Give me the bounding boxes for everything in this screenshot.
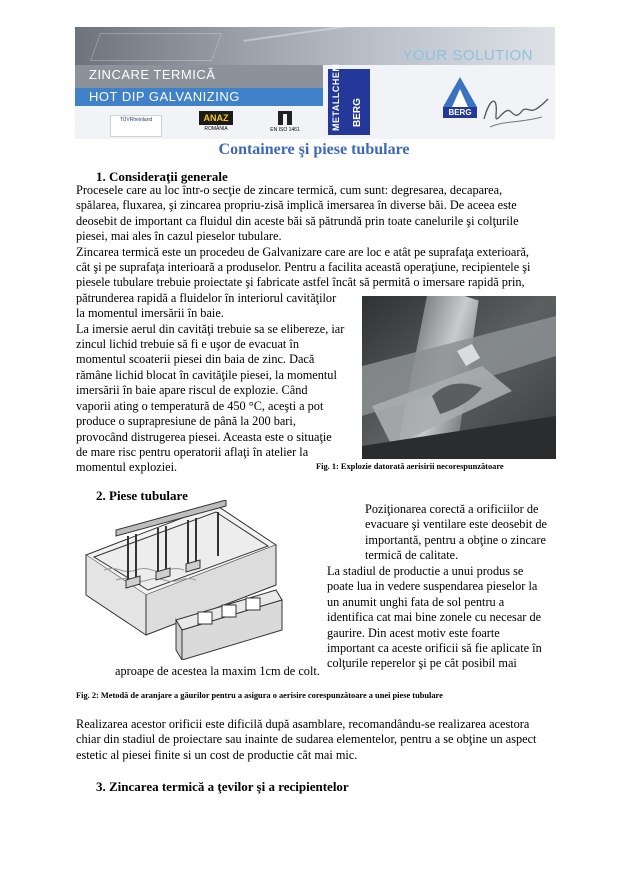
page-title: Containere şi piese tubulare <box>218 141 410 158</box>
your-solution-text: YOUR SOLUTION <box>402 47 533 64</box>
section-2-heading: 2. Piese tubulare <box>96 488 188 503</box>
section-2-middle-text <box>327 564 567 672</box>
text-line: chiar din stadiul de proiectare sau inainte de sudarea elementelor, pentru a se obţine un aspect <box>76 732 537 747</box>
text-line: zincul lichid trebuie să fi e uşor de evacuat în <box>76 337 299 352</box>
text-line: Procesele care au loc într-o secţie de zincare termică, cum sunt: degresarea, decaparea, <box>76 183 503 197</box>
fig-2-tubular-part-diagram <box>76 500 286 660</box>
fig-2-caption: Fig. 2: Metodă de aranjare a găurilor pentru a asigura o aerisire corespunzătoare a unei piese tubulare <box>76 691 443 700</box>
text-line: spălarea, fluxarea, şi zincarea propriu-zisă implică imersarea în diverse băi. De aceea este <box>76 198 517 213</box>
text-line: Poziţionarea corectă a orificiilor de <box>365 502 539 516</box>
berg-logo: BERG <box>443 77 477 119</box>
text-line: poate lua in vedere suspendarea pieselor la <box>327 579 538 594</box>
signature-icon <box>480 89 550 134</box>
text-line: Realizarea acestor orificii este dificilă după asamblare, recomandându-se realizarea acestora <box>76 717 530 731</box>
text-line: rămâne lichid blocat în cavităţile piesei, la momentul <box>76 367 337 382</box>
section-1-heading: 1. Consideraţii generale <box>96 169 228 184</box>
text-line: termică de calitate. <box>365 548 459 563</box>
section-2-paragraph <box>76 717 566 763</box>
berg-vertical-logo: BERG <box>346 69 370 135</box>
text-line: la momentul imersării în baie. <box>76 306 224 321</box>
text-line: momentul exploziei. <box>76 460 178 475</box>
metallchem-logo: METALLCHEM <box>328 69 346 135</box>
text-line: cât şi pe suprafaţa interioară a produselor. Pentru a facilita această operaţiune, recipientele şi <box>76 260 531 275</box>
zincare-termica-label: ZINCARE TERMICĂ <box>89 67 216 82</box>
hot-dip-galvanizing-label: HOT DIP GALVANIZING <box>89 89 240 104</box>
iso-mark-icon <box>278 111 292 125</box>
section-2-right-text <box>365 502 565 564</box>
text-line: deosebit de important ca fluidul din aceste băi să pătrundă prin toate canelurile şi colţurile <box>76 213 519 228</box>
text-line: produce o suprapresiune de până la 200 bari, <box>76 414 296 429</box>
tuv-logo: TÜVRheinland <box>110 115 162 137</box>
text-line: estetic al piesei finite si un cost de productie cât mai mic. <box>76 747 358 762</box>
text-line: gaurire. Din acest motiv este foarte <box>327 625 500 640</box>
text-line: un anumit unghi fata de sol pentru a <box>327 594 505 609</box>
text-line: evacuare şi ventilare este deosebit de <box>365 517 547 532</box>
text-line: Zincarea termică este un procedeu de Galvanizare care are loc e atât pe suprafaţa exterioară, <box>76 244 529 259</box>
text-line: momentul scoaterii piesei din baia de zinc. Dacă <box>76 352 315 367</box>
text-line: importantă, pentru a obţine o zincare <box>365 532 546 547</box>
anaz-logo: ANAZ ROMÂNIA <box>199 111 233 135</box>
text-line: de mare risc pentru operatorii aflaţi în atelier la <box>76 444 309 459</box>
text-line: imersării în baie apare riscul de explozie. Când <box>76 383 308 398</box>
text-line: La stadiul de productie a unui produs se <box>327 564 524 578</box>
iso-certification-logo: EN ISO 1461 <box>269 111 301 135</box>
text-line: important ca aceste orificii să fie aplicate în <box>327 641 542 656</box>
text-line: piesei, mai ales în cazul pieselor tubulare. <box>76 229 282 244</box>
text-line: provocând distrugerea piesei. Aceasta este o situaţie <box>76 429 332 444</box>
text-line: piesele tubulare trebuie proiectate şi fabricate astfel încât să permită o imersare rapidă prin, <box>76 275 525 290</box>
text-line: La imersie aerul din cavităţi trebuie sa se elibereze, iar <box>76 321 345 336</box>
text-line: colţurile reperelor şi pe cât posibil mai <box>327 656 517 671</box>
text-line: vaporii ating o temperatură de 450 °C, aceşti a pot <box>76 398 324 413</box>
section-2-last-line: aproape de acestea la maxim 1cm de colt. <box>115 664 320 678</box>
header-banner <box>75 27 555 139</box>
fig-1-caption: Fig. 1: Explozie datorată aerisirii necorespunzătoare <box>316 462 504 471</box>
text-line: pătrunderea rapidă a fluidelor în interiorul cavităţilor <box>76 290 337 305</box>
text-line: identifica cat mai bine zonele cu necesar de <box>327 610 542 625</box>
section-3-heading: 3. Zincarea termică a ţevilor şi a recipientelor <box>96 779 349 794</box>
fig-1-explosion-photo <box>362 296 556 459</box>
